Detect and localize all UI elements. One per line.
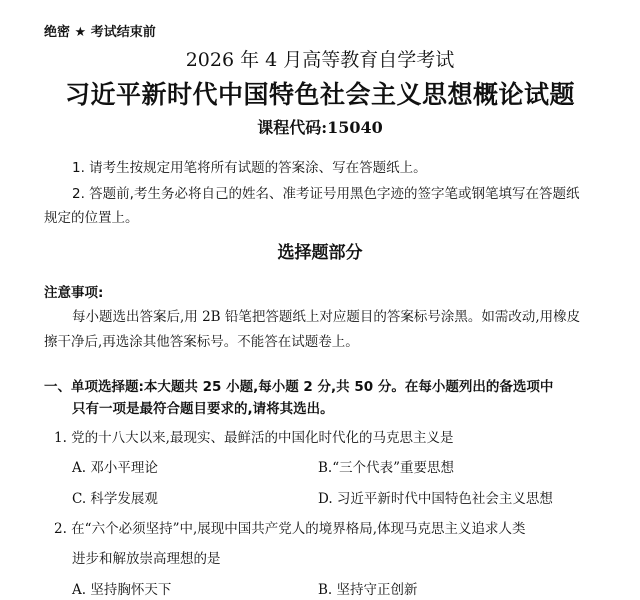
option-b: B. 坚持守正创新 [318,582,418,598]
instruction-item-1: 1. 请考生按规定用笔将所有试题的答案涂、写在答题纸上。 [72,160,427,176]
section-title: 选择题部分 [277,243,363,263]
notice-text: 每小题选出答案后,用 2B 铅笔把答题纸上对应题目的答案标号涂黑。如需改动,用橡皮 [72,309,581,325]
notice-text-cont: 擦干净后,再选涂其他答案标号。不能答在试题卷上。 [44,334,359,350]
course-code: 课程代码:15040 [257,118,383,137]
question-text: 2. 在“六个必须坚持”中,展现中国共产党人的境界格局,体现马克思主义追求人类 [54,521,526,537]
option-a: A. 坚持胸怀天下 [72,582,172,598]
confidential-label: 绝密 ★ 考试结束前 [44,25,156,40]
instruction-item-2-cont: 规定的位置上。 [44,210,139,226]
option-c: C. 科学发展观 [72,491,158,507]
exam-title: 2026 年 4 月高等教育自学考试 [185,49,455,71]
notice-label: 注意事项: [44,285,104,301]
instruction-item-2: 2. 答题前,考生务必将自己的姓名、准考证号用黑色字迹的签字笔或钢笔填写在答题纸 [72,186,580,202]
question-text-cont: 进步和解放崇高理想的是 [72,551,221,567]
part-heading: 一、单项选择题:本大题共 25 小题,每小题 2 分,共 50 分。在每小题列出的备选项中 [44,379,554,395]
question-text: 1. 党的十八大以来,最现实、最鲜活的中国化时代化的马克思主义是 [54,430,454,446]
option-d: D. 习近平新时代中国特色社会主义思想 [318,491,553,507]
part-heading-cont: 只有一项是最符合题目要求的,请将其选出。 [72,401,334,417]
option-a: A. 邓小平理论 [72,460,158,476]
subject-title: 习近平新时代中国特色社会主义思想概论试题 [64,80,575,109]
option-b: B.“三个代表”重要思想 [318,460,455,476]
